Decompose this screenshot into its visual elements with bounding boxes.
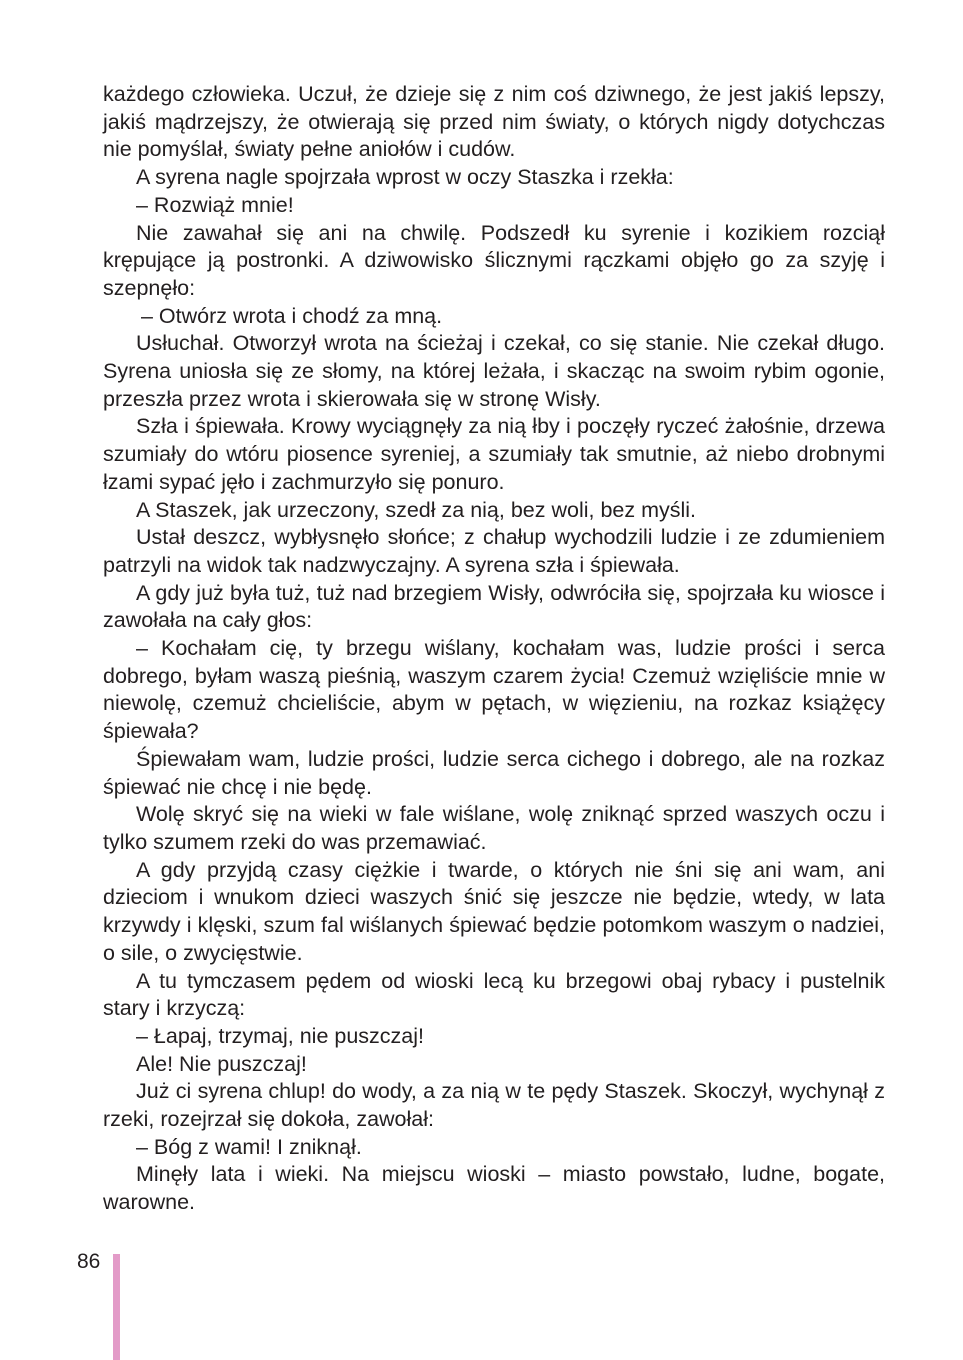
paragraph: Minęły lata i wieki. Na miejscu wioski – miasto powstało, ludne, bogate, warowne. (103, 1162, 885, 1215)
paragraph: Szła i śpiewała. Krowy wyciągnęły za nią łby i poczęły ryczeć żałośnie, drzewa szumiały do wtóru piosence syreniej, a szumiały tak smutnie, aż niebo drobnymi łzami sypać jęło i zachmurzyło się ponuro. (103, 414, 885, 494)
paragraph: – Rozwiąż mnie! (136, 192, 294, 217)
paragraph: A gdy przyjdą czasy ciężkie i twarde, o których nie śni się ani wam, ani dzieciom i wnukom dzieci waszych śnić się jeszcze nie będzie, wtedy, w lata krzywdy i klęski, szum fal wiślanych śpiewać będzie potomkom waszym o nadziei, o sile, o zwycięstwie. (103, 857, 885, 965)
paragraph: A gdy już była tuż, tuż nad brzegiem Wisły, odwróciła się, spojrzała ku wiosce i zawołała na cały głos: (103, 580, 885, 633)
paragraph: A tu tymczasem pędem od wioski lecą ku brzegowi obaj rybacy i pustelnik stary i krzyczą: (103, 968, 885, 1021)
paragraph: Nie zawahał się ani na chwilę. Podszedł ku syrenie i kozikiem rozciął krępujące ją postronki. A dziwowisko ślicznymi rączkami objęło go za szyję i szepnęło: (103, 220, 885, 300)
paragraph: Ustał deszcz, wybłysnęło słońce; z chałup wychodzili ludzie i ze zdumieniem patrzyli na widok tak nadzwyczajny. A syrena szła i śpiewała. (103, 525, 885, 577)
paragraph: – Kochałam cię, ty brzegu wiślany, kochałam was, ludzie prości i serca dobrego, byłam waszą pieśnią, waszym czarem życia! Czemuż wzięliście mnie w niewolę, czemuż chcieliście, abym w pętach, w więzieniu, na rozkaz książęcy śpiewała? (103, 636, 885, 744)
paragraph: A syrena nagle spojrzała wprost w oczy Staszka i rzekła: (136, 165, 674, 190)
page-number: 86 (77, 1250, 101, 1273)
paragraph: każdego człowieka. Uczuł, że dzieje się z nim coś dziwnego, że jest jakiś lepszy, jakiś mądrzejszy, że otwierają się przed nim światy, o których nigdy dotychczas nie pomyślał, światy pełne aniołów i cudów. (103, 82, 885, 162)
paragraph: – Łapaj, trzymaj, nie puszczaj! (136, 1023, 424, 1048)
paragraph: Już ci syrena chlup! do wody, a za nią w te pędy Staszek. Skoczył, wychynął z rzeki, rozejrzał się dokoła, zawołał: (103, 1079, 885, 1132)
paragraph: Wolę skryć się na wieki w fale wiślane, wolę zniknąć sprzed waszych oczu i tylko szumem rzeki do was przemawiać. (103, 802, 885, 854)
paragraph: Usłuchał. Otworzył wrota na ścieżaj i czekał, co się stanie. Nie czekał długo. Syrena uniosła się ze słomy, na której leżała, i skacząc na swoim rybim ogonie, przeszła przez wrota i skierowała się w stronę Wisły. (103, 331, 885, 411)
paragraph: Ale! Nie puszczaj! (136, 1051, 307, 1076)
page-text (103, 81, 885, 1217)
paragraph: – Otwórz wrota i chodź za mną. (141, 303, 443, 328)
margin-accent-bar (113, 1254, 120, 1360)
paragraph: – Bóg z wami! I zniknął. (136, 1134, 362, 1159)
paragraph: A Staszek, jak urzeczony, szedł za nią, bez woli, bez myśli. (136, 497, 697, 522)
paragraph: Śpiewałam wam, ludzie prości, ludzie serca cichego i dobrego, ale na rozkaz śpiewać nie chcę i nie będę. (103, 746, 885, 799)
